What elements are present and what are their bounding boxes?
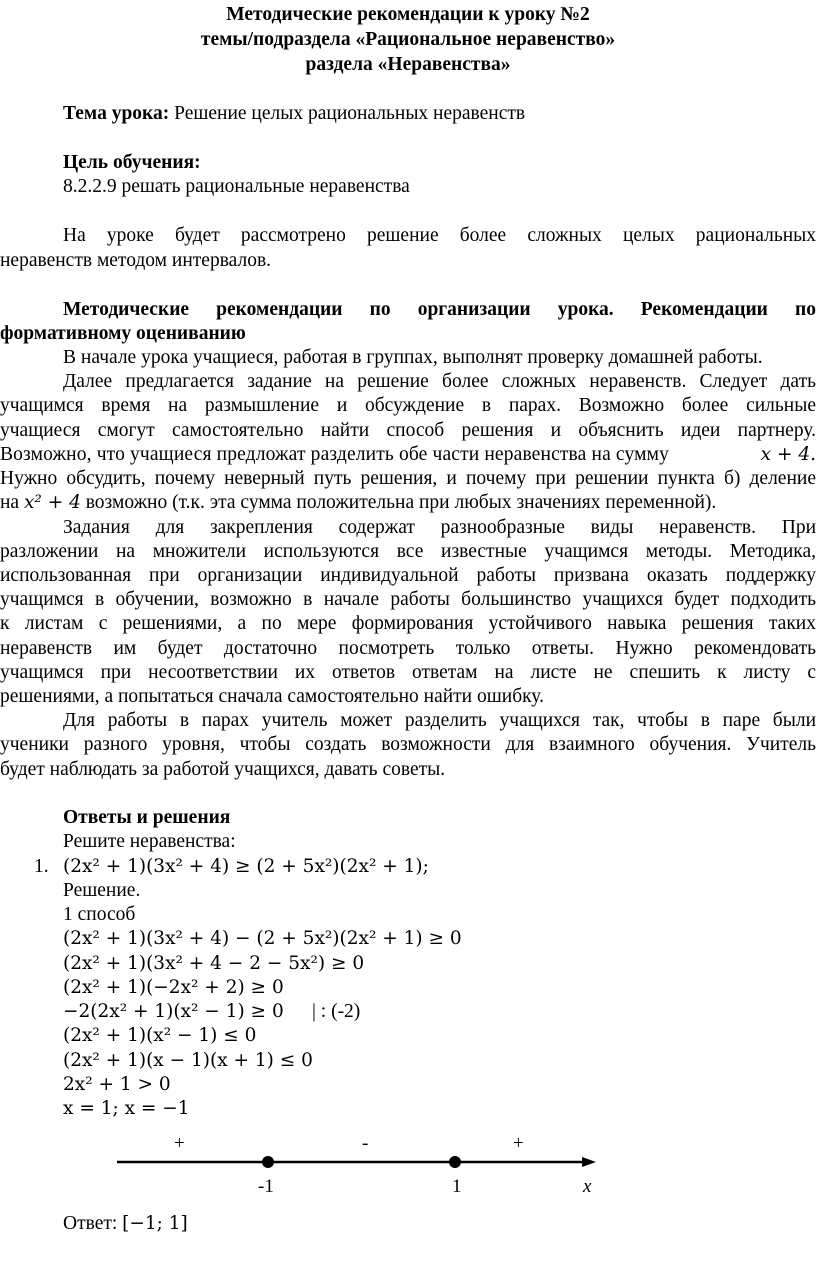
answer-label: Ответ: <box>63 1213 118 1234</box>
problem-expression: (2x² + 1)(3x² + 4) ≥ (2 + 5x²)(2x² + 1); <box>63 856 429 877</box>
axis-label: x <box>583 1176 592 1197</box>
paragraph-2-line-6-text: возможно (т.к. эта сумма положительна при любых значениях переменной). <box>85 492 717 513</box>
solution-step-1: (2x² + 1)(3x² + 4) − (2 + 5x²)(2x² + 1) ≥ 0 <box>63 928 462 949</box>
intro-line-2: неравенств методом интервалов. <box>0 250 272 271</box>
solution-step-7: 2x² + 1 > 0 <box>63 1074 171 1095</box>
intro-line-1: На уроке будет рассмотрено решение более сложных целых рациональных <box>63 225 816 246</box>
solution-step-2: (2x² + 1)(3x² + 4 − 2 − 5x²) ≥ 0 <box>63 953 365 974</box>
paragraph-4-line-2: ученики разного уровня, чтобы создать возможности для взаимного обучения. Учитель <box>0 734 816 755</box>
solution-step-4: −2(2x² + 1)(x² − 1) ≥ 0 <box>63 1001 284 1022</box>
final-answer <box>63 1212 816 1236</box>
paragraph-2-line-4-text: Возможно, что учащиеся предложат разделить обе части неравенства на сумму <box>0 444 669 465</box>
answer-value: [−1; 1] <box>122 1213 188 1234</box>
solution-step-8: x = 1; x = −1 <box>63 1098 190 1119</box>
solution-step-6: (2x² + 1)(x − 1)(x + 1) ≤ 0 <box>63 1050 313 1071</box>
point-label-minus-one: -1 <box>258 1176 274 1197</box>
number-line <box>0 1130 816 1200</box>
interval-sign-right: + <box>513 1133 524 1154</box>
paragraph-3-line-6: неравенств им будет достаточно посмотреть только ответы. Нужно рекомендовать <box>0 638 816 659</box>
paragraph-4-line-3: будет наблюдать за работой учащихся, давать советы. <box>0 759 446 780</box>
methodical-heading-1: Методические рекомендации по организации урока. Рекомендации по <box>63 299 816 320</box>
number-line-point-one <box>449 1156 461 1168</box>
paragraph-2-line-3: учащиеся смогут самостоятельно найти способ решения и объяснить идеи партнеру. <box>0 420 816 441</box>
paragraph-2-na: на <box>0 492 20 513</box>
paragraph-2-term-math: 𝑥² + 4 <box>23 492 81 513</box>
paragraph-3-line-1: Задания для закрепления содержат разнообразные виды неравенств. При <box>63 517 816 538</box>
topic-label: Тема урока: <box>63 103 170 124</box>
problem-number: 1. <box>34 856 49 877</box>
paragraph-4-line-1: Для работы в парах учитель может разделить учащихся так, чтобы в паре были <box>63 710 816 731</box>
paragraph-1: В начале урока учащиеся, работая в группах, выполнят проверку домашней работы. <box>63 347 763 368</box>
header-line-2: темы/подраздела «Рациональное неравенство» <box>200 29 616 50</box>
paragraph-3-line-2: разложении на множители используются все известные учащимся методы. Методика, <box>0 541 816 562</box>
paragraph-2-line-2: учащимся время на размышление и обсуждение в парах. Возможно более сильные <box>0 395 816 416</box>
paragraph-3-line-8: решениями, а попытаться сначала самостоятельно найти ошибку. <box>0 686 544 707</box>
topic-line <box>63 102 816 126</box>
divide-note: | : (-2) <box>312 1001 361 1022</box>
number-line-axis-svg <box>0 1130 816 1200</box>
paragraph-2-sum-math: 𝑥 + 4. <box>760 444 816 465</box>
methodical-heading-2: формативному оцениванию <box>0 323 246 344</box>
goal-label: Цель обучения: <box>63 152 201 173</box>
paragraph-3-line-3: использованная при организации индивидуальной работы призвана оказать поддержку <box>0 565 816 586</box>
solution-label: Решение. <box>63 880 141 901</box>
header-line-1: Методические рекомендации к уроку №2 <box>226 4 590 25</box>
point-label-one: 1 <box>452 1176 462 1197</box>
number-line-arrow <box>582 1157 596 1167</box>
header-line-3: раздела «Неравенства» <box>305 54 511 75</box>
paragraph-2-line-4 <box>0 443 816 467</box>
topic-value: Решение целых рациональных неравенств <box>174 103 526 124</box>
method-label: 1 способ <box>63 904 136 925</box>
interval-sign-middle: - <box>362 1133 369 1154</box>
paragraph-2-line-6 <box>0 491 816 515</box>
goal-value: 8.2.2.9 решать рациональные неравенства <box>63 176 410 197</box>
paragraph-2-line-5: Нужно обсудить, почему неверный путь решения, и почему при решении пункта б) деление <box>0 468 816 489</box>
paragraph-2-line-1: Далее предлагается задание на решение более сложных неравенств. Следует дать <box>63 371 816 392</box>
paragraph-3-line-4: учащимся в обучении, возможно в начале работы большинство учащихся будет подходить <box>0 589 816 610</box>
number-line-point-minus-one <box>262 1156 274 1168</box>
paragraph-3-line-7: учащимся при несоответствии их ответов ответам на листе не спешить к листу с <box>0 662 816 683</box>
solution-step-5: (2x² + 1)(x² − 1) ≤ 0 <box>63 1025 257 1046</box>
paragraph-3-line-5: к листам с решениями, а по мере формирования устойчивого навыка решения таких <box>0 613 816 634</box>
interval-sign-left: + <box>174 1133 185 1154</box>
solution-step-3: (2x² + 1)(−2x² + 2) ≥ 0 <box>63 977 284 998</box>
answers-prompt: Решите неравенства: <box>63 831 236 852</box>
answers-heading: Ответы и решения <box>63 807 231 828</box>
